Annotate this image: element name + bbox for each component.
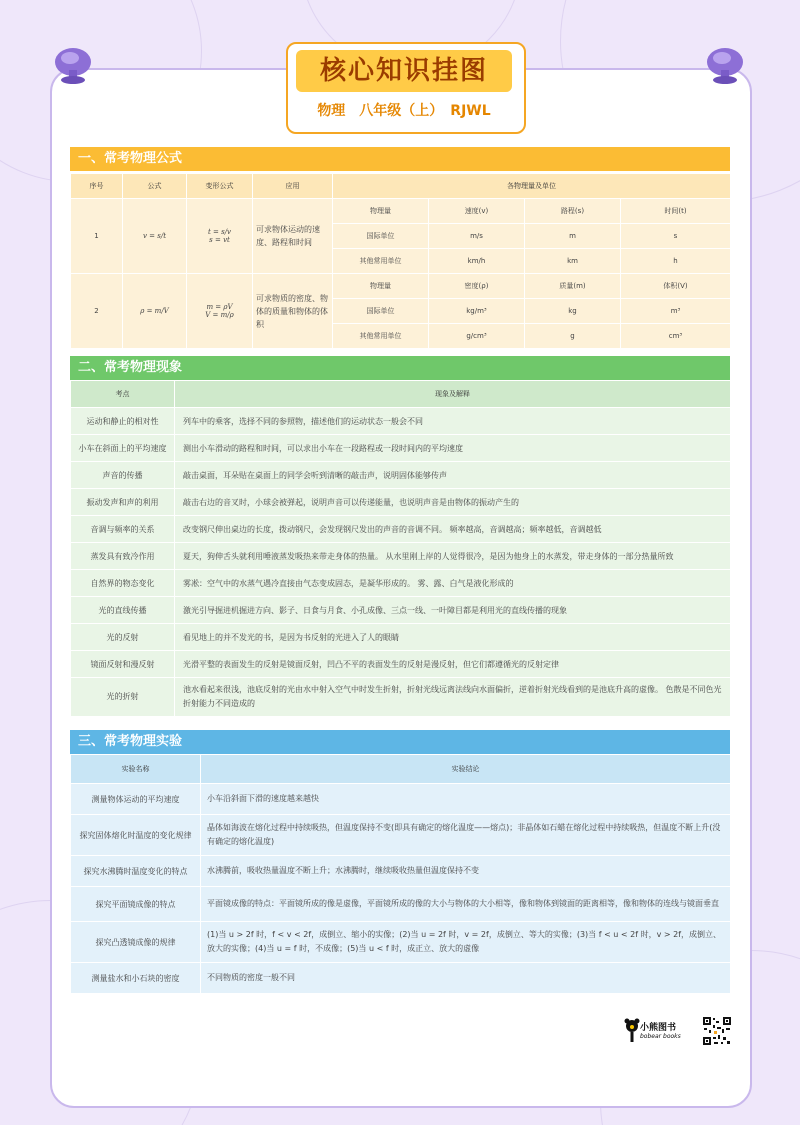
column-header: 考点 [71, 381, 175, 408]
column-header: 公式 [123, 174, 187, 199]
unit-cell: 其他常用单位 [333, 249, 429, 274]
topic-cell: 镜面反射和漫反射 [71, 651, 175, 678]
explanation-cell: 雾凇：空气中的水蒸气遇冷直接由气态变成固态，是凝华形成的。 雾、露、白气是液化形成的 [175, 570, 731, 597]
explanation-cell: 看见地上的并不发光的书，是因为书反射的光进入了人的眼睛 [175, 624, 731, 651]
unit-cell: 密度(ρ) [429, 274, 525, 299]
column-header: 变形公式 [187, 174, 253, 199]
topic-cell: 光的反射 [71, 624, 175, 651]
table-row [71, 784, 731, 815]
unit-cell: km [525, 249, 621, 274]
unit-cell: m³ [621, 299, 731, 324]
experiment-name: 探究固体熔化时温度的变化规律 [71, 815, 201, 856]
topic-cell: 光的直线传播 [71, 597, 175, 624]
brand-tagline: bobear books [640, 1033, 681, 1040]
unit-cell: 物理量 [333, 274, 429, 299]
unit-cell: g [525, 324, 621, 349]
topic-cell: 光的折射 [71, 678, 175, 717]
table-header-row [71, 381, 731, 408]
topic-cell: 音调与频率的关系 [71, 516, 175, 543]
row-number: 2 [71, 274, 123, 349]
unit-cell: 体积(V) [621, 274, 731, 299]
variant-formula: t = s/v [207, 228, 232, 236]
unit-cell: kg [525, 299, 621, 324]
column-header: 应用 [253, 174, 333, 199]
explanation-cell: 池水看起来很浅，池底反射的光由水中射入空气中时发生折射，折射光线远离法线向水面偏折，逆着折射光线看到的是池底升高的虚像。 色散是不同色光折射能力不同造成的 [175, 678, 731, 717]
table-row [71, 624, 731, 651]
topic-cell: 自然界的物态变化 [71, 570, 175, 597]
section-formulas-title: 一、常考物理公式 [70, 147, 730, 171]
title-card [286, 42, 526, 134]
section-experiments-title: 三、常考物理实验 [70, 730, 730, 754]
column-header: 实验名称 [71, 755, 201, 784]
table-row [71, 462, 731, 489]
experiment-conclusion: 平面镜成像的特点：平面镜所成的像是虚像，平面镜所成的像的大小与物体的大小相等，像和物体到镜面的距离相等，像和物体的连线与镜面垂直 [201, 887, 731, 922]
table-row [71, 651, 731, 678]
unit-cell: g/cm³ [429, 324, 525, 349]
experiment-name: 测量物体运动的平均速度 [71, 784, 201, 815]
topic-cell: 振动发声和声的利用 [71, 489, 175, 516]
page-subtitle: 物理 八年级（上） RJWL [317, 103, 491, 119]
unit-cell: 国际单位 [333, 299, 429, 324]
unit-cell: 国际单位 [333, 224, 429, 249]
table-row [71, 678, 731, 717]
table-row [71, 516, 731, 543]
unit-cell: 质量(m) [525, 274, 621, 299]
table-row [71, 274, 731, 299]
unit-cell: 速度(v) [429, 199, 525, 224]
pushpin-icon [48, 40, 98, 90]
experiments-table [70, 754, 731, 994]
unit-cell: 其他常用单位 [333, 324, 429, 349]
unit-cell: 路程(s) [525, 199, 621, 224]
qr-code-icon [702, 1016, 732, 1046]
table-row [71, 489, 731, 516]
table-row [71, 435, 731, 462]
explanation-cell: 敲击桌面，耳朵贴在桌面上的同学会听到清晰的敲击声，说明固体能够传声 [175, 462, 731, 489]
table-header-row [71, 755, 731, 784]
experiment-conclusion: 不同物质的密度一般不同 [201, 963, 731, 994]
column-header: 现象及解释 [175, 381, 731, 408]
experiment-name: 探究水沸腾时温度变化的特点 [71, 856, 201, 887]
table-row [71, 963, 731, 994]
table-row [71, 408, 731, 435]
table-row [71, 543, 731, 570]
unit-cell: cm³ [621, 324, 731, 349]
experiment-name: 探究凸透镜成像的规律 [71, 922, 201, 963]
table-header-row [71, 174, 731, 199]
column-header: 实验结论 [201, 755, 731, 784]
explanation-cell: 测出小车滑动的路程和时间，可以求出小车在一段路程或一段时间内的平均速度 [175, 435, 731, 462]
bear-logo-icon [624, 1018, 640, 1044]
explanation-cell: 激光引导掘进机掘进方向、影子、日食与月食、小孔成像、三点一线、一叶障目都是利用光的直线传播的现象 [175, 597, 731, 624]
table-row [71, 922, 731, 963]
explanation-cell: 夏天，狗伸舌头就利用唾液蒸发吸热来带走身体的热量。 从水里刚上岸的人觉得很冷，是因为他身上的水蒸发，带走身体的一部分热量所致 [175, 543, 731, 570]
experiment-conclusion: (1)当 u > 2f 时，f < v < 2f，成倒立、缩小的实像；(2)当 u = 2f 时，v = 2f，成倒立、等大的实像；(3)当 f < u < 2f 时，v > 2f，成倒立、放大的实像；(4)当 u = f 时，不成像；(5)当 u < f 时，成正立、放大的虚像 [201, 922, 731, 963]
explanation-cell: 敲击右边的音叉时，小球会被弹起，说明声音可以传递能量，也说明声音是由物体的振动产生的 [175, 489, 731, 516]
column-header: 序号 [71, 174, 123, 199]
experiment-name: 测量盐水和小石块的密度 [71, 963, 201, 994]
table-row [71, 856, 731, 887]
variant-formulas [187, 274, 253, 349]
unit-cell: h [621, 249, 731, 274]
formula-table [70, 173, 731, 349]
application: 可求物质的密度、物体的质量和物体的体积 [253, 274, 333, 349]
topic-cell: 声音的传播 [71, 462, 175, 489]
topic-cell: 运动和静止的相对性 [71, 408, 175, 435]
topic-cell: 蒸发具有致冷作用 [71, 543, 175, 570]
unit-cell: 物理量 [333, 199, 429, 224]
phenomena-table [70, 380, 731, 717]
experiment-conclusion: 水沸腾前，吸收热量温度不断上升；水沸腾时，继续吸收热量但温度保持不变 [201, 856, 731, 887]
page-title: 核心知识挂图 [296, 50, 512, 92]
experiment-conclusion: 晶体如海波在熔化过程中持续吸热，但温度保持不变(即具有确定的熔化温度——熔点)；非晶体如石蜡在熔化过程中持续吸热，但温度不断上升(没有确定的熔化温度) [201, 815, 731, 856]
unit-cell: s [621, 224, 731, 249]
table-row [71, 887, 731, 922]
unit-cell: kg/m³ [429, 299, 525, 324]
table-row [71, 570, 731, 597]
unit-cell: m [525, 224, 621, 249]
unit-cell: m/s [429, 224, 525, 249]
variant-formula: m = ρV [206, 303, 233, 311]
topic-cell: 小车在斜面上的平均速度 [71, 435, 175, 462]
table-row [71, 199, 731, 224]
unit-cell: km/h [429, 249, 525, 274]
application: 可求物体运动的速度、路程和时间 [253, 199, 333, 274]
variant-formulas [187, 199, 253, 274]
explanation-cell: 光滑平整的表面发生的反射是镜面反射，凹凸不平的表面发生的反射是漫反射，但它们都遵循光的反射定律 [175, 651, 731, 678]
formula: v = s/t [123, 199, 187, 274]
variant-formula: s = vt [209, 236, 230, 244]
unit-cell: 时间(t) [621, 199, 731, 224]
column-header: 各物理量及单位 [333, 174, 731, 199]
brand-name: 小熊图书 [640, 1023, 677, 1033]
experiment-name: 探究平面镜成像的特点 [71, 887, 201, 922]
row-number: 1 [71, 199, 123, 274]
pushpin-icon [700, 40, 750, 90]
variant-formula: V = m/ρ [205, 311, 234, 319]
explanation-cell: 列车中的乘客，选择不同的参照物，描述他们的运动状态一般会不同 [175, 408, 731, 435]
explanation-cell: 改变钢尺伸出桌边的长度，拨动钢尺，会发现钢尺发出的声音的音调不同。 频率越高，音调越高；频率越低，音调越低 [175, 516, 731, 543]
experiment-conclusion: 小车沿斜面下滑的速度越来越快 [201, 784, 731, 815]
table-row [71, 815, 731, 856]
section-phenomena-title: 二、常考物理现象 [70, 356, 730, 380]
table-row [71, 597, 731, 624]
formula: ρ = m/V [123, 274, 187, 349]
